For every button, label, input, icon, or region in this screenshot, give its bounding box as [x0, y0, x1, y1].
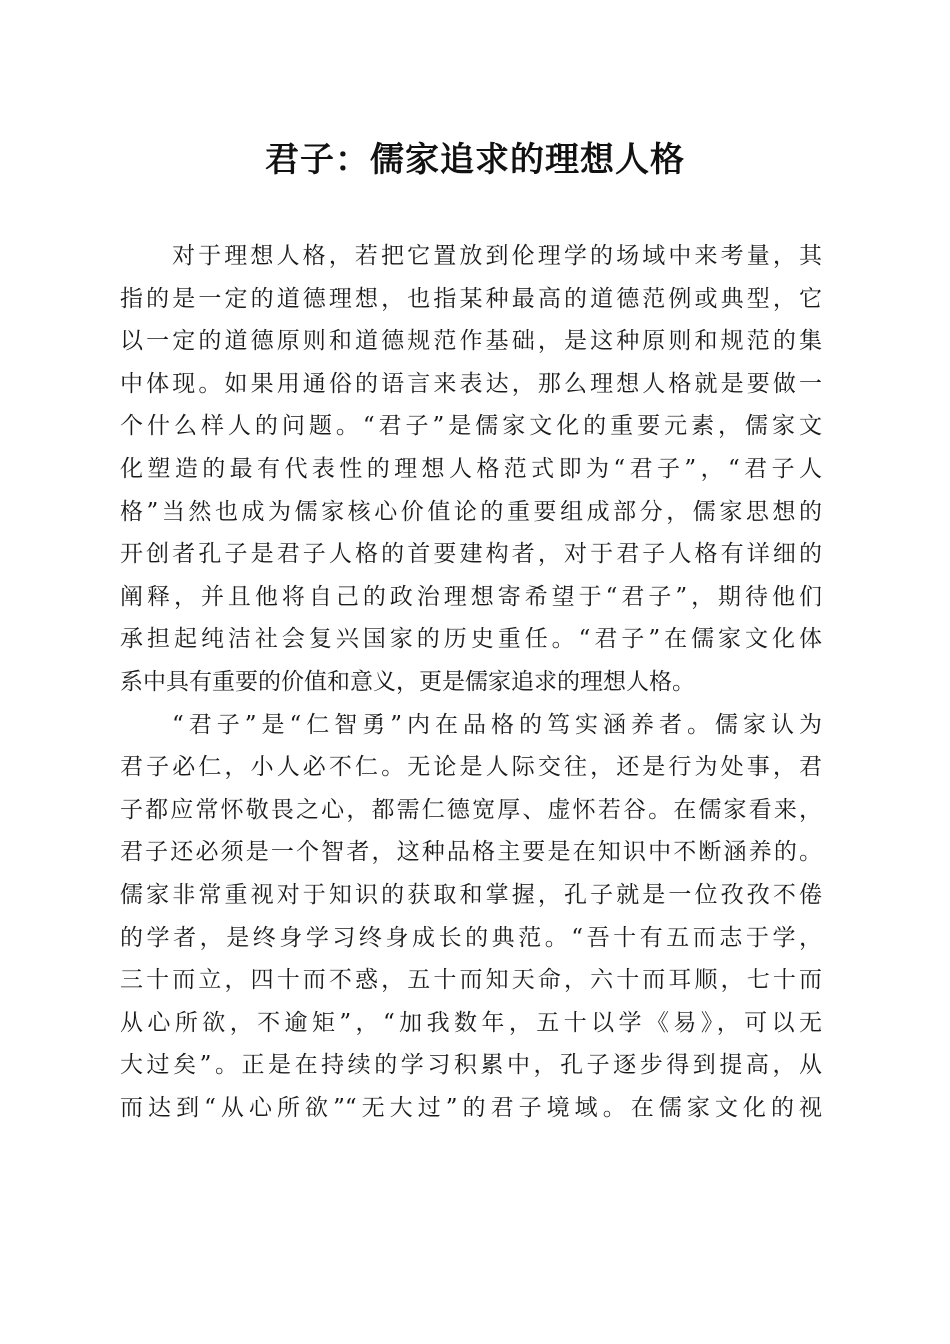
paragraph-line: 儒家非常重视对于知识的获取和掌握，孔子就是一位孜孜不倦	[120, 881, 822, 908]
paragraph-line: 化塑造的最有代表性的理想人格范式即为“君子”，“君子人	[120, 455, 822, 482]
paragraph-line: 开创者孔子是君子人格的首要建构者，对于君子人格有详细的	[120, 541, 822, 568]
paragraph-line: 的学者，是终身学习终身成长的典范。“吾十有五而志于学，	[120, 924, 822, 951]
document-body	[120, 235, 822, 1129]
paragraph-line: 系中具有重要的价值和意义，更是儒家追求的理想人格。	[120, 668, 695, 695]
paragraph-2	[120, 704, 822, 1130]
paragraph-line: 中体现。如果用通俗的语言来表达，那么理想人格就是要做一	[120, 370, 822, 397]
paragraph-line: 对于理想人格，若把它置放到伦理学的场域中来考量，其	[172, 243, 822, 269]
paragraph-line: 三十而立，四十而不惑，五十而知天命，六十而耳顺，七十而	[120, 967, 822, 994]
paragraph-1	[120, 235, 822, 704]
paragraph-line: 君子还必须是一个智者，这种品格主要是在知识中不断涵养的。	[120, 839, 822, 866]
paragraph-line: 以一定的道德原则和道德规范作基础，是这种原则和规范的集	[120, 328, 822, 355]
paragraph-line: “君子”是“仁智勇”内在品格的笃实涵养者。儒家认为	[172, 711, 822, 738]
paragraph-line: 指的是一定的道德理想，也指某种最高的道德范例或典型，它	[120, 285, 822, 312]
paragraph-line: 阐释，并且他将自己的政治理想寄希望于“君子”，期待他们	[120, 583, 822, 610]
paragraph-line: 个什么样人的问题。“君子”是儒家文化的重要元素，儒家文	[120, 413, 822, 440]
paragraph-line: 君子必仁，小人必不仁。无论是人际交往，还是行为处事，君	[120, 754, 822, 781]
paragraph-line: 从心所欲，不逾矩”，“加我数年，五十以学《易》，可以无	[120, 1009, 822, 1036]
paragraph-line: 承担起纯洁社会复兴国家的历史重任。“君子”在儒家文化体	[120, 626, 822, 653]
paragraph-line: 格”当然也成为儒家核心价值论的重要组成部分，儒家思想的	[120, 498, 822, 525]
document-title: 君子：儒家追求的理想人格	[265, 140, 685, 180]
paragraph-line: 而达到“从心所欲”“无大过”的君子境域。在儒家文化的视	[120, 1094, 822, 1121]
paragraph-line: 子都应常怀敬畏之心，都需仁德宽厚、虚怀若谷。在儒家看来，	[120, 796, 822, 823]
paragraph-line: 大过矣”。正是在持续的学习积累中，孔子逐步得到提高，从	[120, 1052, 822, 1079]
